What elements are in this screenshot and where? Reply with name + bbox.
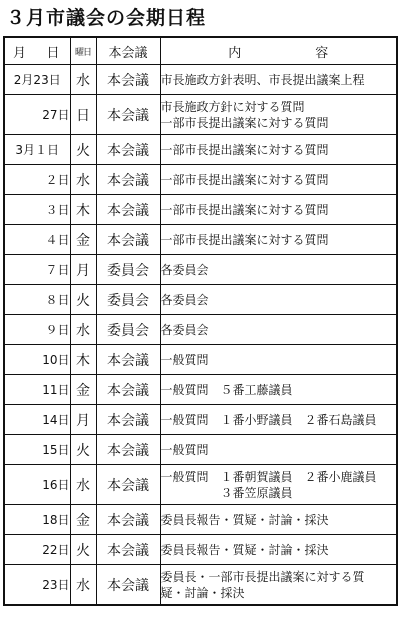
- column-header-day: 日: [46, 45, 60, 61]
- column-header-date: [4, 37, 70, 65]
- column-header-dow: 曜日: [70, 37, 96, 65]
- row-type: 本会議: [96, 225, 160, 255]
- table-row: [4, 195, 397, 225]
- row-content: 一般質問: [160, 345, 397, 375]
- row-type: 委員会: [96, 255, 160, 285]
- row-date: 18日: [4, 505, 70, 535]
- page-title: ３月市議会の会期日程: [6, 7, 207, 29]
- table-header-row: [4, 37, 397, 65]
- row-dow: 水: [70, 315, 96, 345]
- row-dow: 日: [70, 95, 96, 135]
- row-date: 15日: [4, 435, 70, 465]
- row-type: 本会議: [96, 505, 160, 535]
- row-content: 一部市長提出議案に対する質問: [160, 225, 397, 255]
- row-content: 各委員会: [160, 285, 397, 315]
- row-date: ４日: [4, 225, 70, 255]
- row-dow: 火: [70, 135, 96, 165]
- row-content: 委員長報告・質疑・討論・採決: [160, 505, 397, 535]
- row-content: 一部市長提出議案に対する質問: [160, 195, 397, 225]
- row-date: ３日: [4, 195, 70, 225]
- row-type: 本会議: [96, 465, 160, 505]
- row-type: 委員会: [96, 315, 160, 345]
- row-dow: 金: [70, 375, 96, 405]
- row-date: 2月23日: [4, 65, 70, 95]
- row-date: ２日: [4, 165, 70, 195]
- row-type: 本会議: [96, 405, 160, 435]
- table-row: [4, 565, 397, 606]
- row-content: 委員長報告・質疑・討論・採決: [160, 535, 397, 565]
- table-row: [4, 285, 397, 315]
- row-date: 22日: [4, 535, 70, 565]
- row-dow: 木: [70, 195, 96, 225]
- row-dow: 火: [70, 435, 96, 465]
- row-type: 本会議: [96, 565, 160, 606]
- row-date: ７日: [4, 255, 70, 285]
- row-content: 市長施政方針に対する質問 一部市長提出議案に対する質問: [160, 95, 397, 135]
- row-content: 委員長・一部市長提出議案に対する質 疑・討論・採決: [160, 565, 397, 606]
- row-dow: 水: [70, 165, 96, 195]
- row-date: 11日: [4, 375, 70, 405]
- row-type: 本会議: [96, 95, 160, 135]
- row-content: 一部市長提出議案に対する質問: [160, 135, 397, 165]
- row-content: 各委員会: [160, 255, 397, 285]
- row-date: 27日: [4, 95, 70, 135]
- schedule-table: [3, 36, 398, 606]
- row-dow: 火: [70, 285, 96, 315]
- row-content: 各委員会: [160, 315, 397, 345]
- row-type: 本会議: [96, 65, 160, 95]
- row-date: 14日: [4, 405, 70, 435]
- table-row: [4, 65, 397, 95]
- row-type: 本会議: [96, 135, 160, 165]
- row-dow: 月: [70, 255, 96, 285]
- row-date: 10日: [4, 345, 70, 375]
- row-dow: 金: [70, 225, 96, 255]
- table-row: [4, 405, 397, 435]
- row-content: 一般質問: [160, 435, 397, 465]
- table-row: [4, 95, 397, 135]
- row-dow: 水: [70, 65, 96, 95]
- row-type: 本会議: [96, 345, 160, 375]
- row-date: ９日: [4, 315, 70, 345]
- row-dow: 火: [70, 535, 96, 565]
- row-type: 委員会: [96, 285, 160, 315]
- table-row: [4, 505, 397, 535]
- column-header-content-a: 内: [228, 45, 242, 61]
- row-type: 本会議: [96, 165, 160, 195]
- row-date: 16日: [4, 465, 70, 505]
- table-row: [4, 345, 397, 375]
- row-dow: 金: [70, 505, 96, 535]
- row-dow: 木: [70, 345, 96, 375]
- table-row: [4, 465, 397, 505]
- column-header-type: 本会議: [96, 37, 160, 65]
- table-row: [4, 315, 397, 345]
- row-type: 本会議: [96, 435, 160, 465]
- column-header-content: [160, 37, 397, 65]
- table-row: [4, 435, 397, 465]
- row-date: 3月１日: [4, 135, 70, 165]
- table-row: [4, 135, 397, 165]
- row-date: ８日: [4, 285, 70, 315]
- row-type: 本会議: [96, 535, 160, 565]
- row-content: 市長施政方針表明、市長提出議案上程: [160, 65, 397, 95]
- column-header-month: 月: [13, 45, 27, 61]
- row-dow: 水: [70, 465, 96, 505]
- row-content: 一般質問 １番朝賀議員 ２番小鹿議員 ３番笠原議員: [160, 465, 397, 505]
- row-date: 23日: [4, 565, 70, 606]
- row-type: 本会議: [96, 375, 160, 405]
- row-dow: 水: [70, 565, 96, 606]
- row-type: 本会議: [96, 195, 160, 225]
- row-content: 一部市長提出議案に対する質問: [160, 165, 397, 195]
- table-row: [4, 535, 397, 565]
- table-row: [4, 225, 397, 255]
- table-row: [4, 255, 397, 285]
- row-content: 一般質問 ５番工藤議員: [160, 375, 397, 405]
- row-dow: 月: [70, 405, 96, 435]
- table-row: [4, 375, 397, 405]
- table-row: [4, 165, 397, 195]
- column-header-content-b: 容: [315, 45, 329, 61]
- row-content: 一般質問 １番小野議員 ２番石島議員: [160, 405, 397, 435]
